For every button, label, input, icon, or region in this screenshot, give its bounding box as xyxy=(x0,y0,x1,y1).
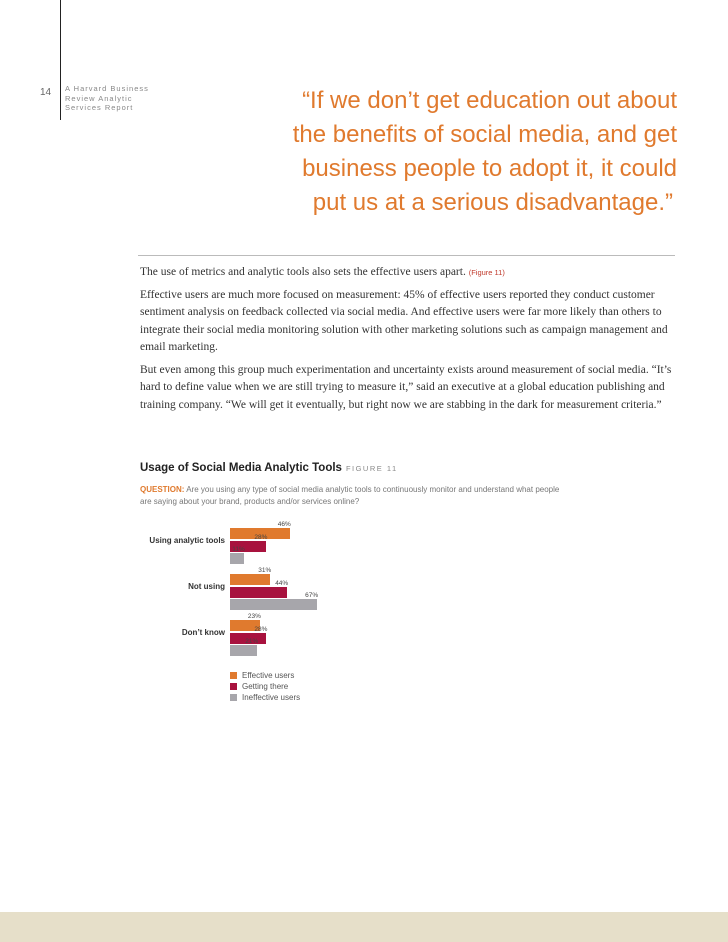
chart-legend xyxy=(230,670,300,703)
legend-swatch xyxy=(230,694,237,701)
figure-title-text: Usage of Social Media Analytic Tools xyxy=(140,462,342,474)
body-text xyxy=(140,264,675,419)
figure-title xyxy=(140,462,398,474)
paragraph-2: Effective users are much more focused on measurement: 45% of effective users reported they conduct customer sentiment analysis on feedback collected via social media. And effective users were far more likely than others to integrate their social media monitoring solution with other marketing solutions such as campaign management and email marketing. xyxy=(140,288,668,353)
data-label: 28% xyxy=(254,533,268,541)
data-label: 31% xyxy=(258,567,272,574)
page-number: 14 xyxy=(40,87,52,98)
data-label: 11% xyxy=(232,546,245,553)
pull-quote-line: “If we don’t get education out about xyxy=(302,87,677,114)
data-label: 28% xyxy=(254,625,268,633)
legend-item xyxy=(230,692,300,703)
figure-label: FIGURE 11 xyxy=(345,464,398,473)
pull-quote-line: the benefits of social media, and get xyxy=(292,121,677,148)
paragraph-1 xyxy=(140,264,675,282)
bar xyxy=(230,599,317,610)
bar xyxy=(230,574,270,585)
bar xyxy=(230,645,257,656)
legend-swatch xyxy=(230,683,237,690)
question-label: QUESTION: xyxy=(140,485,185,494)
legend-label: Getting there xyxy=(242,682,289,691)
category-label: Using analytic tools xyxy=(149,536,225,545)
paragraph-1-text: The use of metrics and analytic tools also sets the effective users apart. xyxy=(140,266,466,278)
publisher-label: A Harvard Business Review Analytic Services Report xyxy=(65,84,149,112)
data-label: 23% xyxy=(247,613,261,620)
legend-swatch xyxy=(230,672,237,679)
category-label: Not using xyxy=(188,582,225,591)
bar xyxy=(230,553,244,564)
question-text: Are you using any type of social media analytic tools to continuously monitor and understand what people are saying about your brand, products and/or services online? xyxy=(140,485,560,506)
legend-label: Ineffective users xyxy=(242,693,301,702)
data-label: 46% xyxy=(277,521,291,528)
figure-question xyxy=(140,484,560,508)
figure-reference: (Figure 11) xyxy=(468,268,505,277)
legend-item xyxy=(230,681,300,692)
footer-band xyxy=(0,912,728,942)
legend-item xyxy=(230,670,300,681)
data-label: 44% xyxy=(275,579,289,587)
pull-quote-line: put us at a serious disadvantage.” xyxy=(312,189,673,216)
pull-quote-line: business people to adopt it, it could xyxy=(302,155,677,182)
paragraph-3: But even among this group much experimentation and uncertainty exists around measurement of social media. “It’s hard to define value when we are still trying to measure it,” said an executive at a global education publishing and training company. “We will get it eventually, but right now we are stabbing in the dark for measurement criteria.” xyxy=(140,363,672,411)
vertical-rule xyxy=(60,0,61,120)
pull-quote xyxy=(272,84,677,220)
section-divider xyxy=(138,255,675,256)
bar xyxy=(230,587,287,598)
category-label: Don’t know xyxy=(181,628,225,637)
data-label: 67% xyxy=(305,592,319,599)
legend-label: Effective users xyxy=(242,671,295,680)
data-label: 21% xyxy=(245,638,259,645)
